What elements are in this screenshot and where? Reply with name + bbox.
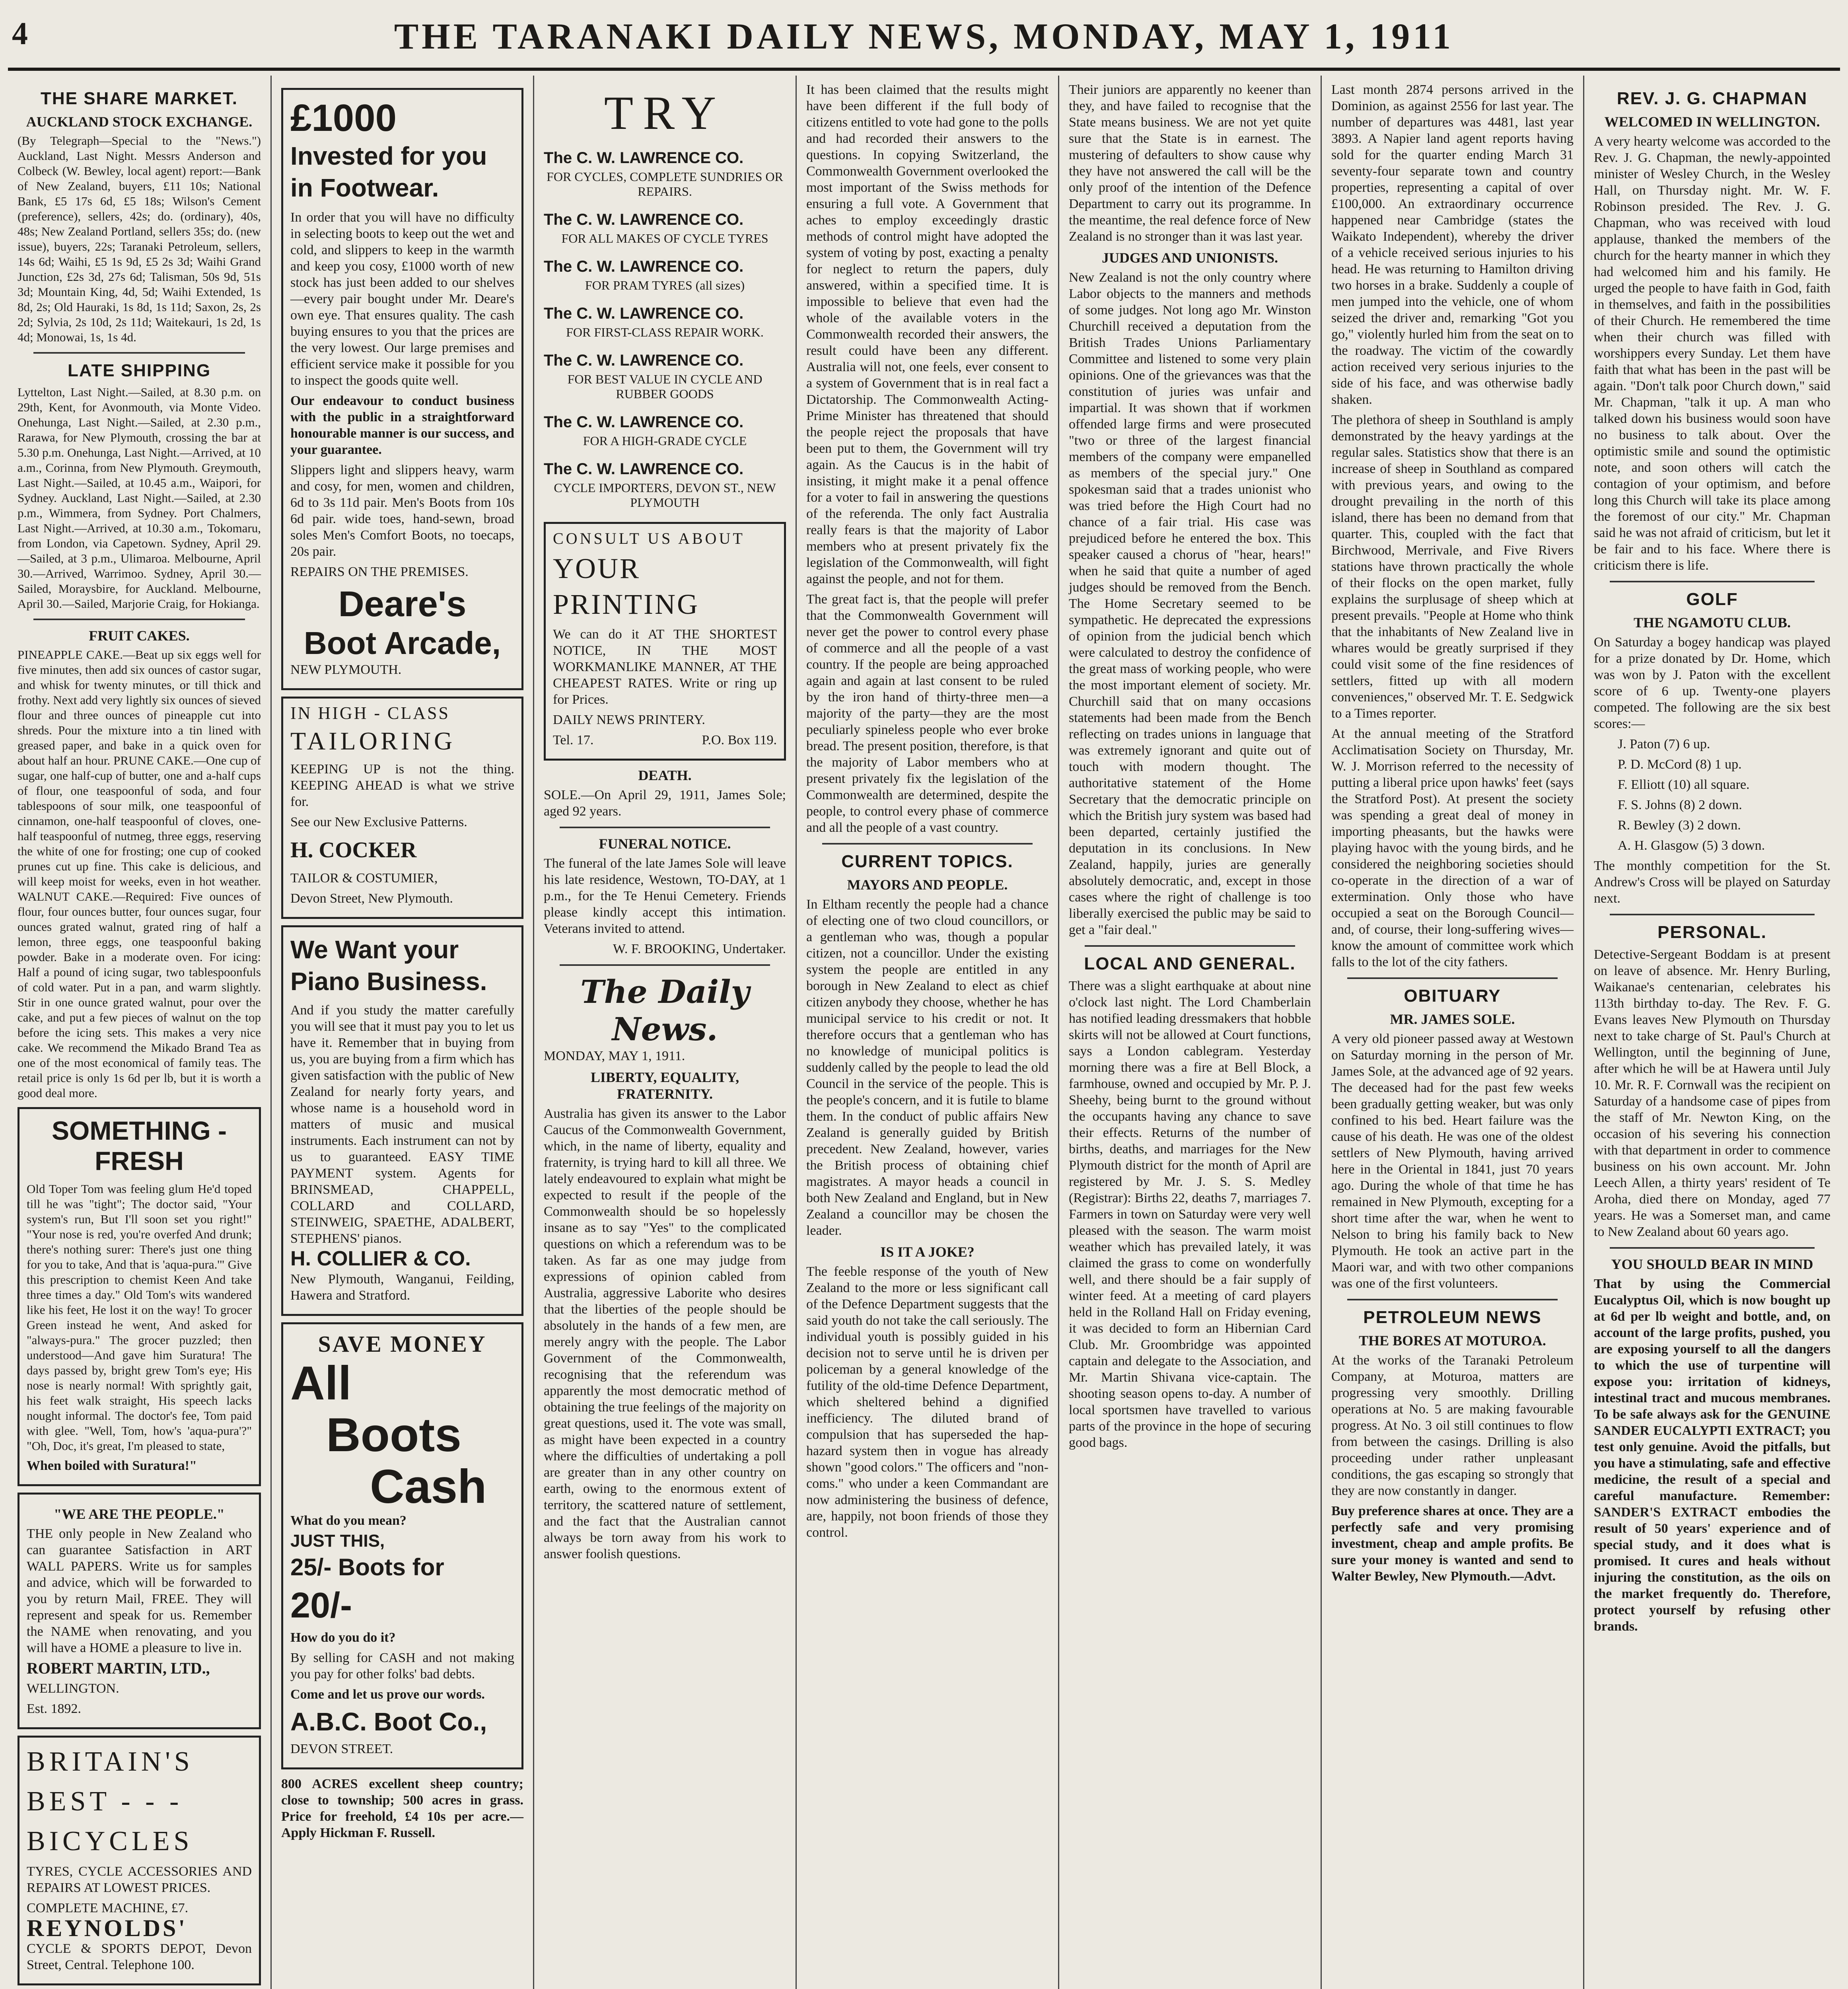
judges-heading: JUDGES AND UNIONISTS. — [1101, 250, 1278, 266]
tailoring-heading: TAILORING — [290, 727, 456, 755]
what-do-you-mean: What do you mean? — [290, 1513, 407, 1528]
preference-shares-advert: Buy preference shares at once. They are a perfectly safe and very promising investment, cheap and ample profits. Be sure your money is wanted and send to Walter Bewley, New Plymouth.—Advt. — [1331, 1504, 1574, 1584]
share-market-heading: THE SHARE MARKET. — [40, 89, 238, 108]
robert-martin-name: ROBERT MARTIN, LTD., — [27, 1659, 210, 1677]
column-1 — [8, 78, 270, 1989]
joke-text: The feeble response of the youth of New Zealand to the more or less significant call of the Defence Department suggests that the said youth do not take the call seriously. The individual youth is possibly guided in his decision not to serve until he is driven per policeman by a general knowledge of the futility of the old-time Defence Department, which sheltered behind a dignified inefficiency. The diluted brand of compulsion that has superseded the hap-hazard system then in vogue has already shown "good colors." The officers and "non-coms." who under a keen Commandant are now administering the business of defence, are, happily, not boon friends of those they control. — [806, 1264, 1048, 1540]
liberty-heading: LIBERTY, EQUALITY, FRATERNITY. — [590, 1069, 739, 1102]
golf-score: J. Paton (7) 6 up. — [1618, 737, 1710, 751]
abc-street: DEVON STREET. — [290, 1742, 393, 1756]
divider — [1610, 914, 1815, 915]
column-6 — [1322, 78, 1583, 1989]
cocker-name: H. COCKER — [290, 838, 417, 862]
golf-score: P. D. McCord (8) 1 up. — [1618, 757, 1742, 772]
golf-score: F. Elliott (10) all square. — [1618, 777, 1750, 792]
local-news-1: Last month 2874 persons arrived in the Dominion, as against 2556 for last year. The number of departures was 4481, last year 3893. A Napier land agent reports having sold for the quarter ending March 31 seventy-four separate town and country properties, representing a capital of over £100,000. An extraordinary occurrence happened near Cambridge (states the Waikato Independent), whereby the driver of a vehicle received serious injuries to his head. He was returning to Hamilton driving two horses in a brake. Suddenly a couple of men jumped into the vehicle, one of whom seized the driver and, remarking "Got you go," violently hurled him from the seat on to the roadway. The victim of the cowardly action received very serious injuries to the side of his face, and was otherwise badly shaken. — [1331, 82, 1574, 407]
divider — [33, 352, 245, 354]
obituary-subheading: MR. JAMES SOLE. — [1390, 1011, 1515, 1027]
newspaper-title: THE TARANAKI DAILY NEWS, MONDAY, MAY 1, 1911 — [394, 16, 1454, 56]
boots-for-price: 25/- Boots for — [290, 1554, 444, 1580]
acres-advert: 800 ACRES excellent sheep country; close to township; 500 acres in grass. Price for freehold, £4 10s per acre.—Apply Hickman F. Russell. — [281, 1777, 523, 1840]
cash-heading: Cash — [370, 1460, 487, 1513]
divider — [822, 843, 1033, 845]
fruit-cakes-heading: FRUIT CAKES. — [89, 628, 190, 644]
printery-box: P.O. Box 119. — [702, 733, 777, 747]
deares-place: NEW PLYMOUTH. — [290, 662, 402, 677]
selling-text: By selling for CASH and not making you pay for other folks' bad debts. — [290, 1650, 514, 1682]
lawrence-item: FOR CYCLES, COMPLETE SUNDRIES OR REPAIRS. — [547, 169, 783, 199]
editorial-date: MONDAY, MAY 1, 1911. — [544, 1049, 685, 1063]
editorial-continued-2: The great fact is, that the people will prefer that the Commonwealth Government will never get the power to control every phase of commerce and all the people of a vast country. If the people are being approached again and again at last consent to be ruled by the iron hand of thirty-three men—a majority of the party—they are the most peculiarly spineless people who ever broke bread. The present position, therefore, is that the majority of Labor members who at present privately fix the legislation of the Commonwealth are determined, despite the people, to control every phase of commerce and all the people of a vast country. — [806, 592, 1048, 835]
daily-news-logo: The Daily News. — [580, 973, 749, 1048]
lawrence-firm-name: The C. W. LAWRENCE CO. — [544, 352, 744, 369]
piano-text: And if you study the matter carefully you will see that it must pay you to let us have it. Remember that in buying from us, you are buying from a firm which has given satisfaction with the public of New Zealand for nearly forty years, and whose name is a household word in matters of music and musical instruments. Each instrument can not by us to guaranteed. EASY TIME PAYMENT system. Agents for BRINSMEAD, CHAPPELL, COLLARD and COLLARD, STEINWEIG, SPAETHE, ADALBERT, STEPHENS' pianos. — [290, 1003, 514, 1246]
column-4 — [797, 78, 1058, 1989]
tailoring-text: KEEPING UP is not the thing. KEEPING AHEAD is what we strive for. — [290, 762, 514, 809]
golf-score: A. H. Glasgow (5) 3 down. — [1618, 838, 1765, 853]
repairs-text: REPAIRS ON THE PREMISES. — [290, 564, 469, 579]
try-heading: TRY — [604, 86, 726, 139]
fruit-cakes-text: PINEAPPLE CAKE.—Beat up six eggs well for five minutes, then add six ounces of castor sugar, and whisk for twenty minutes, or till thick and frothy. Next add very lightly six ounces of sieved flour and three ounces of pineapple cut into shreds. Pour the mixture into a tin lined with greased paper, and bake in a quick oven for about half an hour. PRUNE CAKE.—One cup of sugar, one half-cup of butter, one and a-half cups of flour, one teaspoonful of soda, and four tablespoons of sour milk, one teaspoonful of cinnamon, one-half teaspoonful of cloves, one-half teaspoonful of nutmeg, three eggs, reserving the white of one for frosting; one cup of cooked prunes cut up fine. This cake is delicious, and will keep moist for weeks, even in hot weather. WALNUT CAKE.—Required: Five ounces of flour, four ounces butter, four ounces sugar, four ounces grated walnut, grated ring of half a lemon, three eggs, one teaspoonful baking powder. Bake in a moderate oven. For icing: Half a pound of icing sugar, two tablespoonfuls of cold water. Put in a pan, and warm slightly. Stir in one ounce grated walnut, pour over the cake, and put a few pieces of walnut on the top before the icing sets. This makes a very nice cake. We recommend the Mikado Brand Tea as one of the most economical of family teas. The retail price is only 1s 6d per lb, but it is worth a good deal more. — [18, 648, 261, 1100]
britains-line: BRITAIN'S — [27, 1746, 194, 1777]
lawrence-firm-name: The C. W. LAWRENCE CO. — [544, 149, 744, 167]
we-are-the-people-text: THE only people in New Zealand who can guarantee Satisfaction in ART WALL PAPERS. Write us for samples and advice, which will be forwarded to you by return Mail, FREE. They will represent and speak for us. Remember the NAME when renovating, and you will have a HOME a pleasure to live in. — [27, 1526, 252, 1655]
just-this: JUST THIS, — [290, 1531, 385, 1551]
suratura-advert — [18, 1107, 261, 1486]
death-text: SOLE.—On April 29, 1911, James Sole; aged 92 years. — [544, 788, 786, 819]
collier-name: H. COLLIER & CO. — [290, 1247, 471, 1270]
lawrence-firm-name: The C. W. LAWRENCE CO. — [544, 258, 744, 275]
divider — [1610, 1247, 1815, 1249]
something-fresh-ending: When boiled with Suratura!" — [27, 1458, 197, 1473]
sanders-text: That by using the Commercial Eucalyptus Oil, which is now bought up at 6d per lb weight and bottle, and, on account of the large profits, pushed, you are exposing yourself to all the dangers to which the use of turpentine will expose you: irritation of kidneys, intestinal tract and mucous membranes. To be safe always ask for the GENUINE SANDER EUCALYPTI EXTRACT; you test only genuine. Avoid the pitfalls, but you have a stimulating, safe and effective medicine, the result of a special and careful manufacture. Remember: SANDER'S EXTRACT embodies the result of 50 years' experience and of special study, and it does what is promised. It cures and heals without injuring the constitution, as the oils on the market frequently do. Therefore, protect yourself by refusing other brands. — [1594, 1277, 1830, 1634]
column-3 — [534, 78, 796, 1989]
lawrence-item: FOR PRAM TYRES (all sizes) — [585, 278, 745, 292]
we-are-the-people-heading: "WE ARE THE PEOPLE." — [54, 1506, 225, 1522]
page-number: 4 — [12, 16, 28, 51]
mayors-heading: MAYORS AND PEOPLE. — [847, 877, 1008, 893]
printery-name: DAILY NEWS PRINTERY. — [553, 712, 705, 727]
petroleum-heading: PETROLEUM NEWS — [1363, 1308, 1542, 1327]
printery-contact — [553, 732, 777, 748]
divider — [33, 619, 245, 620]
golf-tail: The monthly competition for the St. Andrew's Cross will be played on Saturday next. — [1594, 858, 1830, 906]
chapman-subheading: WELCOMED IN WELLINGTON. — [1604, 114, 1820, 130]
column-5 — [1059, 78, 1321, 1989]
cocker-place: Devon Street, New Plymouth. — [290, 891, 453, 906]
collier-places: New Plymouth, Wanganui, Feilding, Hawera and Stratford. — [290, 1272, 514, 1303]
robert-martin-established: Est. 1892. — [27, 1701, 81, 1716]
divider — [1347, 977, 1558, 979]
footwear-bold-text: Our endeavour to conduct business with the public in a straightforward honourable manner is our success, and your guarantee. — [290, 393, 514, 457]
local-news-2: The plethora of sheep in Southland is amply demonstrated by the heavy yardings at the regular sales. Statistics show that there is an increase of sheep in Southland as compared with previous years, and owing to the drought prevailing in the north of this island, there has been no demand from that quarter. This, coupled with the fact that Birchwood, Merrivale, and Five Rivers stations have thrown practically the whole of their flocks on the open market, fully explains the surplusage of sheep which at present prevails. "People at Home who think that the inhabitants of New Zealand live in whares would be greatly surprised if they could visit some of the fine residences of settlers, fitted up with all modern conveniences," observed Mr. T. E. Sedgwick to a Times reporter. — [1331, 413, 1574, 721]
footwear-heading: Invested for you in Footwear. — [290, 142, 487, 202]
divider — [560, 827, 770, 828]
piano-heading: We Want your Piano Business. — [290, 935, 487, 996]
joke-heading: IS IT A JOKE? — [880, 1244, 975, 1260]
lawrence-item: FOR BEST VALUE IN CYCLE AND RUBBER GOODS — [567, 372, 763, 401]
share-market-subheading: AUCKLAND STOCK EXCHANGE. — [26, 114, 253, 130]
divider — [1085, 945, 1295, 947]
defence-continued: Their juniors are apparently no keener than they, and have failed to recognise that the State means business. We are not yet quite sure that the State is in earnest. The mustering of defaulters to show cause why they have not answered the call will be the only proof of the intention of the Defence Department to carry out its programme. In the meantime, the real defence force of New Zealand is no stronger than it was last year. — [1069, 82, 1311, 244]
late-shipping-text: Lyttelton, Last Night.—Sailed, at 8.30 p.m. on 29th, Kent, for Avonmouth, via Monte Video. Onehunga, Last Night.—Sailed, at 2.30 p.m., Rarawa, for New Plymouth, crossing the bar at 5.30 p.m. Onehunga, Last Night.—Arrived, at 10 a.m., Corinna, from New Plymouth. Greymouth, Last Night.—Sailed, at 10.45 a.m., Waipori, for Sydney. Auckland, Last Night.—Sailed, at 2.30 p.m., Wimmera, from Sydney. Port Chalmers, Last Night.—Arrived, at 10.30 a.m., Tokomaru, from London, via Capetown. Sydney, April 29.—Sailed, at 3 p.m., Ulimaroa. Melbourne, April 30.—Arrived, Warrimoo. Sydney, April 30.—Sailed, Moraysbire, for Auckland. Melbourne, April 30.—Sailed, Marjorie Craig, for Hokianga. — [18, 385, 261, 611]
personal-heading: PERSONAL. — [1657, 922, 1767, 942]
tailoring-pre: IN HIGH - CLASS — [290, 703, 450, 723]
boot-arcade-name: Boot Arcade, — [304, 625, 501, 661]
golf-score: R. Bewley (3) 2 down. — [1618, 818, 1741, 833]
obituary-heading: OBITUARY — [1404, 986, 1501, 1006]
lawrence-item: CYCLE IMPORTERS, DEVON ST., NEW PLYMOUTH — [554, 481, 776, 510]
divider — [560, 964, 770, 966]
mayors-text: In Eltham recently the people had a chance of electing one of two cloud councillors, or a gentleman who was, though a popular citizen, not a councillor. Under the existing system the people are entitled in any borough in New Zealand to elect as chief citizen anybody they choose, whether he has municipal service to his credit or not. It therefore occurs that a gentleman who has no knowledge of municipal politics is suddenly called by the people to lead the old Council in the service of the people. This is the people's concern, and it is futile to blame them. In the conduct of public affairs New Zealand is generally guided by British precedent. New Zealand, however, varies the British process of obtaining chief magistrates. A mayor heads a council in both New Zealand and England, but in New Zealand a councillor may be chosen the leader. — [806, 897, 1048, 1238]
lawrence-advert — [544, 86, 786, 510]
divider — [1610, 581, 1815, 582]
slippers-text: Slippers light and slippers heavy, warm and cosy, for men, women and children, 6d to 3s 11d pair. Men's Boots from 10s 6d pair. wide toes, hand-sewn, broad soles Men's Comfort Boots, no toecaps, 20s pair. — [290, 463, 514, 559]
golf-score: F. S. Johns (8) 2 down. — [1618, 798, 1742, 812]
lawrence-item: FOR ALL MAKES OF CYCLE TYRES — [561, 231, 768, 245]
lawrence-firm-name: The C. W. LAWRENCE CO. — [544, 305, 744, 322]
masthead — [8, 8, 1840, 71]
save-money-logo: SAVE MONEY — [318, 1331, 487, 1357]
local-news-3: At the annual meeting of the Stratford Acclimatisation Society on Thursday, Mr. W. J. Morrison referred to the necessity of putting a liberal price upon hawks' feet (says the Stratford Post). At present the society was spending a great deal of money in importing pheasants, but the hawks were playing havoc with the young birds, and he considered the neighboring societies should co-operate in the direction of a war of extermination. Only those who have occupied a seat on the Borough Council—and, of course, their long-suffering wives—know the amount of committee work which falls to the lot of the city fathers. — [1331, 726, 1574, 969]
sanders-heading: YOU SHOULD BEAR IN MIND — [1611, 1256, 1813, 1272]
sale-price: 20/- — [290, 1586, 352, 1625]
obituary-text: A very old pioneer passed away at Westown on Saturday morning in the person of Mr. James Sole, at the advanced age of 92 years. The deceased had for the past few weeks been gradually getting weaker, but was only confined to his bed. Heart failure was the cause of his death. He was one of the oldest settlers of New Plymouth, having arrived here in the Oriental in 1841, just 70 years ago. During the whole of that time he has remained in New Plymouth, excepting for a short time after the war, when he went to Nelson to bring his family back to New Plymouth. He took an active part in the Maori war, and with two other companions was one of the first volunteers. — [1331, 1031, 1574, 1291]
deares-footwear-advert — [281, 88, 523, 690]
something-fresh-heading: SOMETHING - FRESH — [52, 1116, 227, 1175]
lawrence-firm-name: The C. W. LAWRENCE CO. — [544, 460, 744, 478]
funeral-text: The funeral of the late James Sole will leave his late residence, Westown, TO-DAY, at 1 p.m., for the Te Henui Cemetery. Friends please kindly accept this intimation. Veterans invited to attend. — [544, 856, 786, 936]
best-line: BEST - - - — [27, 1786, 183, 1817]
petroleum-text: At the works of the Taranaki Petroleum Company, at Moturoa, matters are progressing very smoothly. Drilling operations at No. 5 are making favourable progress. At No. 3 oil still continues to flow from between the casings. Drilling is also proceeding under rather unpleasant conditions, the gas escaping so strongly that they are now constantly in danger. — [1331, 1353, 1574, 1498]
reynolds-address: CYCLE & SPORTS DEPOT, Devon Street, Central. Telephone 100. — [27, 1941, 252, 1972]
funeral-heading: FUNERAL NOTICE. — [599, 836, 731, 852]
reynolds-advert — [18, 1736, 261, 1985]
lawrence-item: FOR A HIGH-GRADE CYCLE — [583, 434, 747, 448]
robert-martin-place: WELLINGTON. — [27, 1681, 119, 1696]
how-do-you-do-it: How do you do it? — [290, 1630, 396, 1645]
chapman-heading: REV. J. G. CHAPMAN — [1617, 89, 1808, 108]
abc-boot-advert — [281, 1322, 523, 1769]
personal-text: Detective-Sergeant Boddam is at present on leave of absence. Mr. Henry Burling, Waikanae's centenarian, celebrates his 113th birthday to-day. The Rev. F. G. Evans leaves New Plymouth on Thursday next to take charge of St. Paul's Church at Wellington, until the beginning of June, after which he will be at Hawera until July 10. Mr. R. F. Cornwall was the recipient on Saturday of a handsome case of pipes from the staff of Mr. Newton King, on the occasion of his severing his connection with that department in order to commence business on his own account. Mr. John Leech Allen, a thirty years' resident of Te Aroha, died there on Monday, aged 77 years. He was a Somerset man, and came to New Zealand about 60 years ago. — [1594, 947, 1830, 1239]
chapman-text: A very hearty welcome was accorded to the Rev. J. G. Chapman, the newly-appointed minister of Wesley Church, in the Wesley Hall, on Thursday night. Mr. W. F. Robinson presided. The Rev. J. G. Chapman, who was received with loud applause, thanked the members of the church for the hearty manner in which they had welcomed him and his family. He urged the people to have faith in God, faith in themselves, and faith in the possibilities of their Church. He remembered the time when their church was filled with worshippers every Sunday. Let them have faith that what has been in the past will be again. "Don't talk poor Church down," said Mr. Chapman, "talk it up. A man who talked down his business would soon have no business to talk about. Over the optimistic smile and sound the optimistic note, and soon others will catch the contagion of your optimism, and before long this Church will take its place among the foremost of our city." Mr. Chapman said he was not afraid of criticism, but let it be fair and to his face. Where there is criticism there is life. — [1594, 134, 1830, 573]
robert-martin-advert — [18, 1493, 261, 1729]
abc-boot-name: A.B.C. Boot Co., — [290, 1707, 487, 1736]
your-printing: YOUR PRINTING — [553, 553, 699, 620]
local-general-text: There was a slight earthquake at about nine o'clock last night. The Lord Chamberlain has notified leading dressmakers that hobble skirts will not be allowed at Court functions, says a London cablegram. Yesterday morning there was a fire at Bell Block, a farmhouse, owned and occupied by Mr. P. J. Sheehy, being burnt to the ground without the occupants having any chance to save their effects. Returns of the number of births, deaths, and marriages for the New Plymouth district for the month of April are registered by Mr. J. S. S. Medley (Registrar): Births 22, deaths 7, marriages 7. Farmers in town on Saturday were very well pleased with the season. The warm moist weather which has prevailed lately, it was claimed the grass to come on wonderfully well, and there should be a fair supply of winter feed. At a meeting of card players held in the Rolland Hall on Friday evening, it was decided to form an Hibernian Card Club. Mr. Groombridge was appointed captain and delegate to the Association, and Mr. Martin Shivana vice-captain. The shooting season opens to-day. A number of local sportsmen have travelled to various parts of the province in the hope of securing good bags. — [1069, 979, 1311, 1450]
consult-us: CONSULT US ABOUT — [553, 529, 745, 547]
editorial-continued: It has been claimed that the results might have been different if the full body of citizens entitled to vote had gone to the polls and had recorded their answers to the questions. In copying Switzerland, the Commonwealth Government overlooked the most important of the Swiss methods for ensuring a full vote. A Government that aches to employ exceedingly drastic methods of control might have adopted the system of voting by post, exacting a penalty for neglect to return the papers, duly answered, within a specified time. It is impossible to believe that even had the whole of the available voters in the Commonwealth recorded their answers, the result could have been any different. Australia will not, one feels, ever consent to a system of Government that is in real fact a Dictatorship. The Commonwealth Acting-Prime Minister has threatened that should the people reject the proposals that have been put to them, the Government will try again. As the Caucus is in the habit of insisting, it might make it a penal offence for a voter to fail in answering the questions of the referenda. The only fact Australia really fears is that the majority of Labor members who at present privately fix the legislation of the Commonwealth, will fight against the people, and not for them. — [806, 82, 1048, 586]
lawrence-item: FOR FIRST-CLASS REPAIR WORK. — [566, 325, 764, 339]
share-market-text: (By Telegraph—Special to the "News.") Auckland, Last Night. Messrs Anderson and Colbeck (W. Bewley, local agent) report:—Bank of New Zealand, buyers, £11 10s; National Bank, £5 17s 6d, £5 18s; Wilson's Cement (preference), sellers, 42s; do. (ordinary), 40s, 48s; New Zealand Portland, sellers 35s; do. (new issue), buyers, 22s; Taranaki Petroleum, sellers, 14s 6d; Waihi, £5 1s 9d, £5 2s 3d; Waihi Grand Junction, £2s 3d, 27s 6d; Talisman, 50s 9d, 51s 3d; Mountain King, 4d, 5d; Waihi Extended, 1s 8d, 2s; Old Hauraki, 1s 8d, 1s 11d; Saxon, 2s, 2s 2d; Sylvia, 2s 10d, 2s 11d; Waitekauri, 1s 2d, 1s 4d; Monowai, 1s, 1s 4d. — [18, 134, 261, 344]
tyres-text: TYRES, CYCLE ACCESSORIES AND REPAIRS AT LOWEST PRICES. — [27, 1864, 252, 1895]
footwear-amount: £1000 — [290, 97, 397, 139]
something-fresh-poem: Old Toper Tom was feeling glum He'd toped till he was "tight"; The doctor said, "Your system's run, But I'll soon set you right!" "Your nose is red, you're overfed And drunk; there's nothing surer: There's just one thing for you to take, And that is 'aqua-pura.'" Give this prescription to chemist Keen And take three times a day." Old Tom's wits wandered like his feet, He lost it on the way! To grocer Green instead he went, And asked for "always-pura." The grocer puzzled; then understood—And gave him Suratura! The days passed by, bright grew Tom's eye; His nose is nearly normal! With sprightly gait, his feet walk straight, His speech lacks nought informal. The doctor's fee, Tom paid with glee. "Well, Tom, how's 'aqua-pura'?" "Oh, Doc, it's great, I'm pleased to state, — [27, 1182, 252, 1453]
footwear-text: In order that you will have no difficulty in selecting boots to keep out the wet and cold, and slippers to keep in the warmth and keep you cosy, £1000 worth of new stock has just been added to our shelves—every pair bought under Mr. Deare's own eye. That ensures quality. The cash buying ensures to you that the prices are the very lowest. Our large premises and efficient service make it possible for you to inspect the goods quite well. — [290, 210, 514, 388]
column-2 — [272, 78, 533, 1989]
complete-machine-price: COMPLETE MACHINE, £7. — [27, 1901, 189, 1915]
lawrence-firm-name: The C. W. LAWRENCE CO. — [544, 211, 744, 228]
golf-text: On Saturday a bogey handicap was played for a prize donated by Dr. Home, which was won by J. Paton with the excellent score of 6 up. Twenty-one players competed. The following are the six best scores:— — [1594, 635, 1830, 731]
liberty-text: Australia has given its answer to the Labor Caucus of the Commonwealth Government, which, in the name of liberty, equality and fraternity, is trying hard to kill all three. We lately endeavoured to explain what might be expected to result if the people of the Commonwealth should be so hopelessly insane as to say "Yes" to the complicated questions on which a referendum was to be taken. As far as one may judge from expressions of opinion cabled from Australia, aggressive Laborite who desires that the liberties of the people should be absolutely in the hands of a few men, are merely angry with the people. The Labor Government of the Commonwealth, recognising that the referendum was apparently the most democratic method of obtaining the true feelings of the majority on great questions, used it. The vote was small, as might have been expected in a country where the difficulties of undertaking a poll are greater than in any other country on earth, owing to the enormous extent of territory, the scattered nature of settlement, and the fact that the Australian cannot always be torn away from his work to answer foolish questions. — [544, 1106, 786, 1561]
current-topics-heading: CURRENT TOPICS. — [841, 852, 1013, 871]
collier-piano-advert — [281, 925, 523, 1316]
deares-name: Deare's — [338, 584, 467, 624]
cocker-tailoring-advert — [281, 697, 523, 919]
reynolds-name: REYNOLDS' — [27, 1915, 188, 1941]
daily-news-printery-advert — [544, 522, 786, 761]
all-heading: All — [290, 1356, 352, 1410]
printery-telephone: Tel. 17. — [553, 733, 594, 747]
golf-subheading: THE NGAMOTU CLUB. — [1633, 615, 1791, 631]
local-general-heading: LOCAL AND GENERAL. — [1084, 954, 1296, 973]
boots-heading: Boots — [326, 1408, 461, 1462]
late-shipping-heading: LATE SHIPPING — [67, 361, 211, 380]
golf-heading: GOLF — [1686, 590, 1738, 609]
exclusive-patterns: See our New Exclusive Patterns. — [290, 815, 467, 829]
lawrence-firm-name: The C. W. LAWRENCE CO. — [544, 413, 744, 431]
death-heading: DEATH. — [638, 767, 692, 783]
judges-text: New Zealand is not the only country where Labor objects to the manners and methods of some judges. Not long ago Mr. Winston Churchill received a deputation from the British Trades Unions Parliamentary Committee and listened to some very plain opinions. One of the grievances was that the constitution of juries was unfair and impartial. It was shown that if workmen offended large firms and were prosecuted "two or three of the largest financial members of the company were empanelled as members of the special jury." One spokesman said that a trades unionist who was tried before the High Court had no chance of a fair trial. His case was prejudiced before he entered the box. This speaker caused a chorus of "hear, hears!" when he said that quite a number of aged judges should be removed from the Bench. The Home Secretary seemed to be sympathetic. He deprecated the expressions of opinion from the judicial bench which were calculated to destroy the confidence of the great mass of working people, who were the most important element of society. Mr. Churchill said that on many occasions statements had been made from the Bench reflecting on trades unions in language that was extremely ignorant and quite out of touch with modern thought. The authoritative statement of the Home Secretary that the democratic principle on which the British jury system was based had been departed, certainly justified the deputation in its conclusions. In New Zealand, happily, juries are generally absolutely democratic, and, except in those cases where the right of challenge is too liberally exercised the public may be said to get a "fair deal." — [1069, 270, 1311, 937]
cocker-trade: TAILOR & COSTUMIER, — [290, 871, 438, 886]
come-prove-words: Come and let us prove our words. — [290, 1687, 485, 1702]
undertaker: W. F. BROOKING, Undertaker. — [613, 942, 786, 956]
bicycles-line: BICYCLES — [27, 1826, 193, 1857]
divider — [1347, 1299, 1558, 1300]
petroleum-subheading: THE BORES AT MOTUROA. — [1359, 1333, 1546, 1349]
column-7 — [1584, 78, 1840, 1989]
printing-text: We can do it AT THE SHORTEST NOTICE, IN THE MOST WORKMANLIKE MANNER, AT THE CHEAPEST RATES. Write or ring up for Prices. — [553, 627, 777, 707]
